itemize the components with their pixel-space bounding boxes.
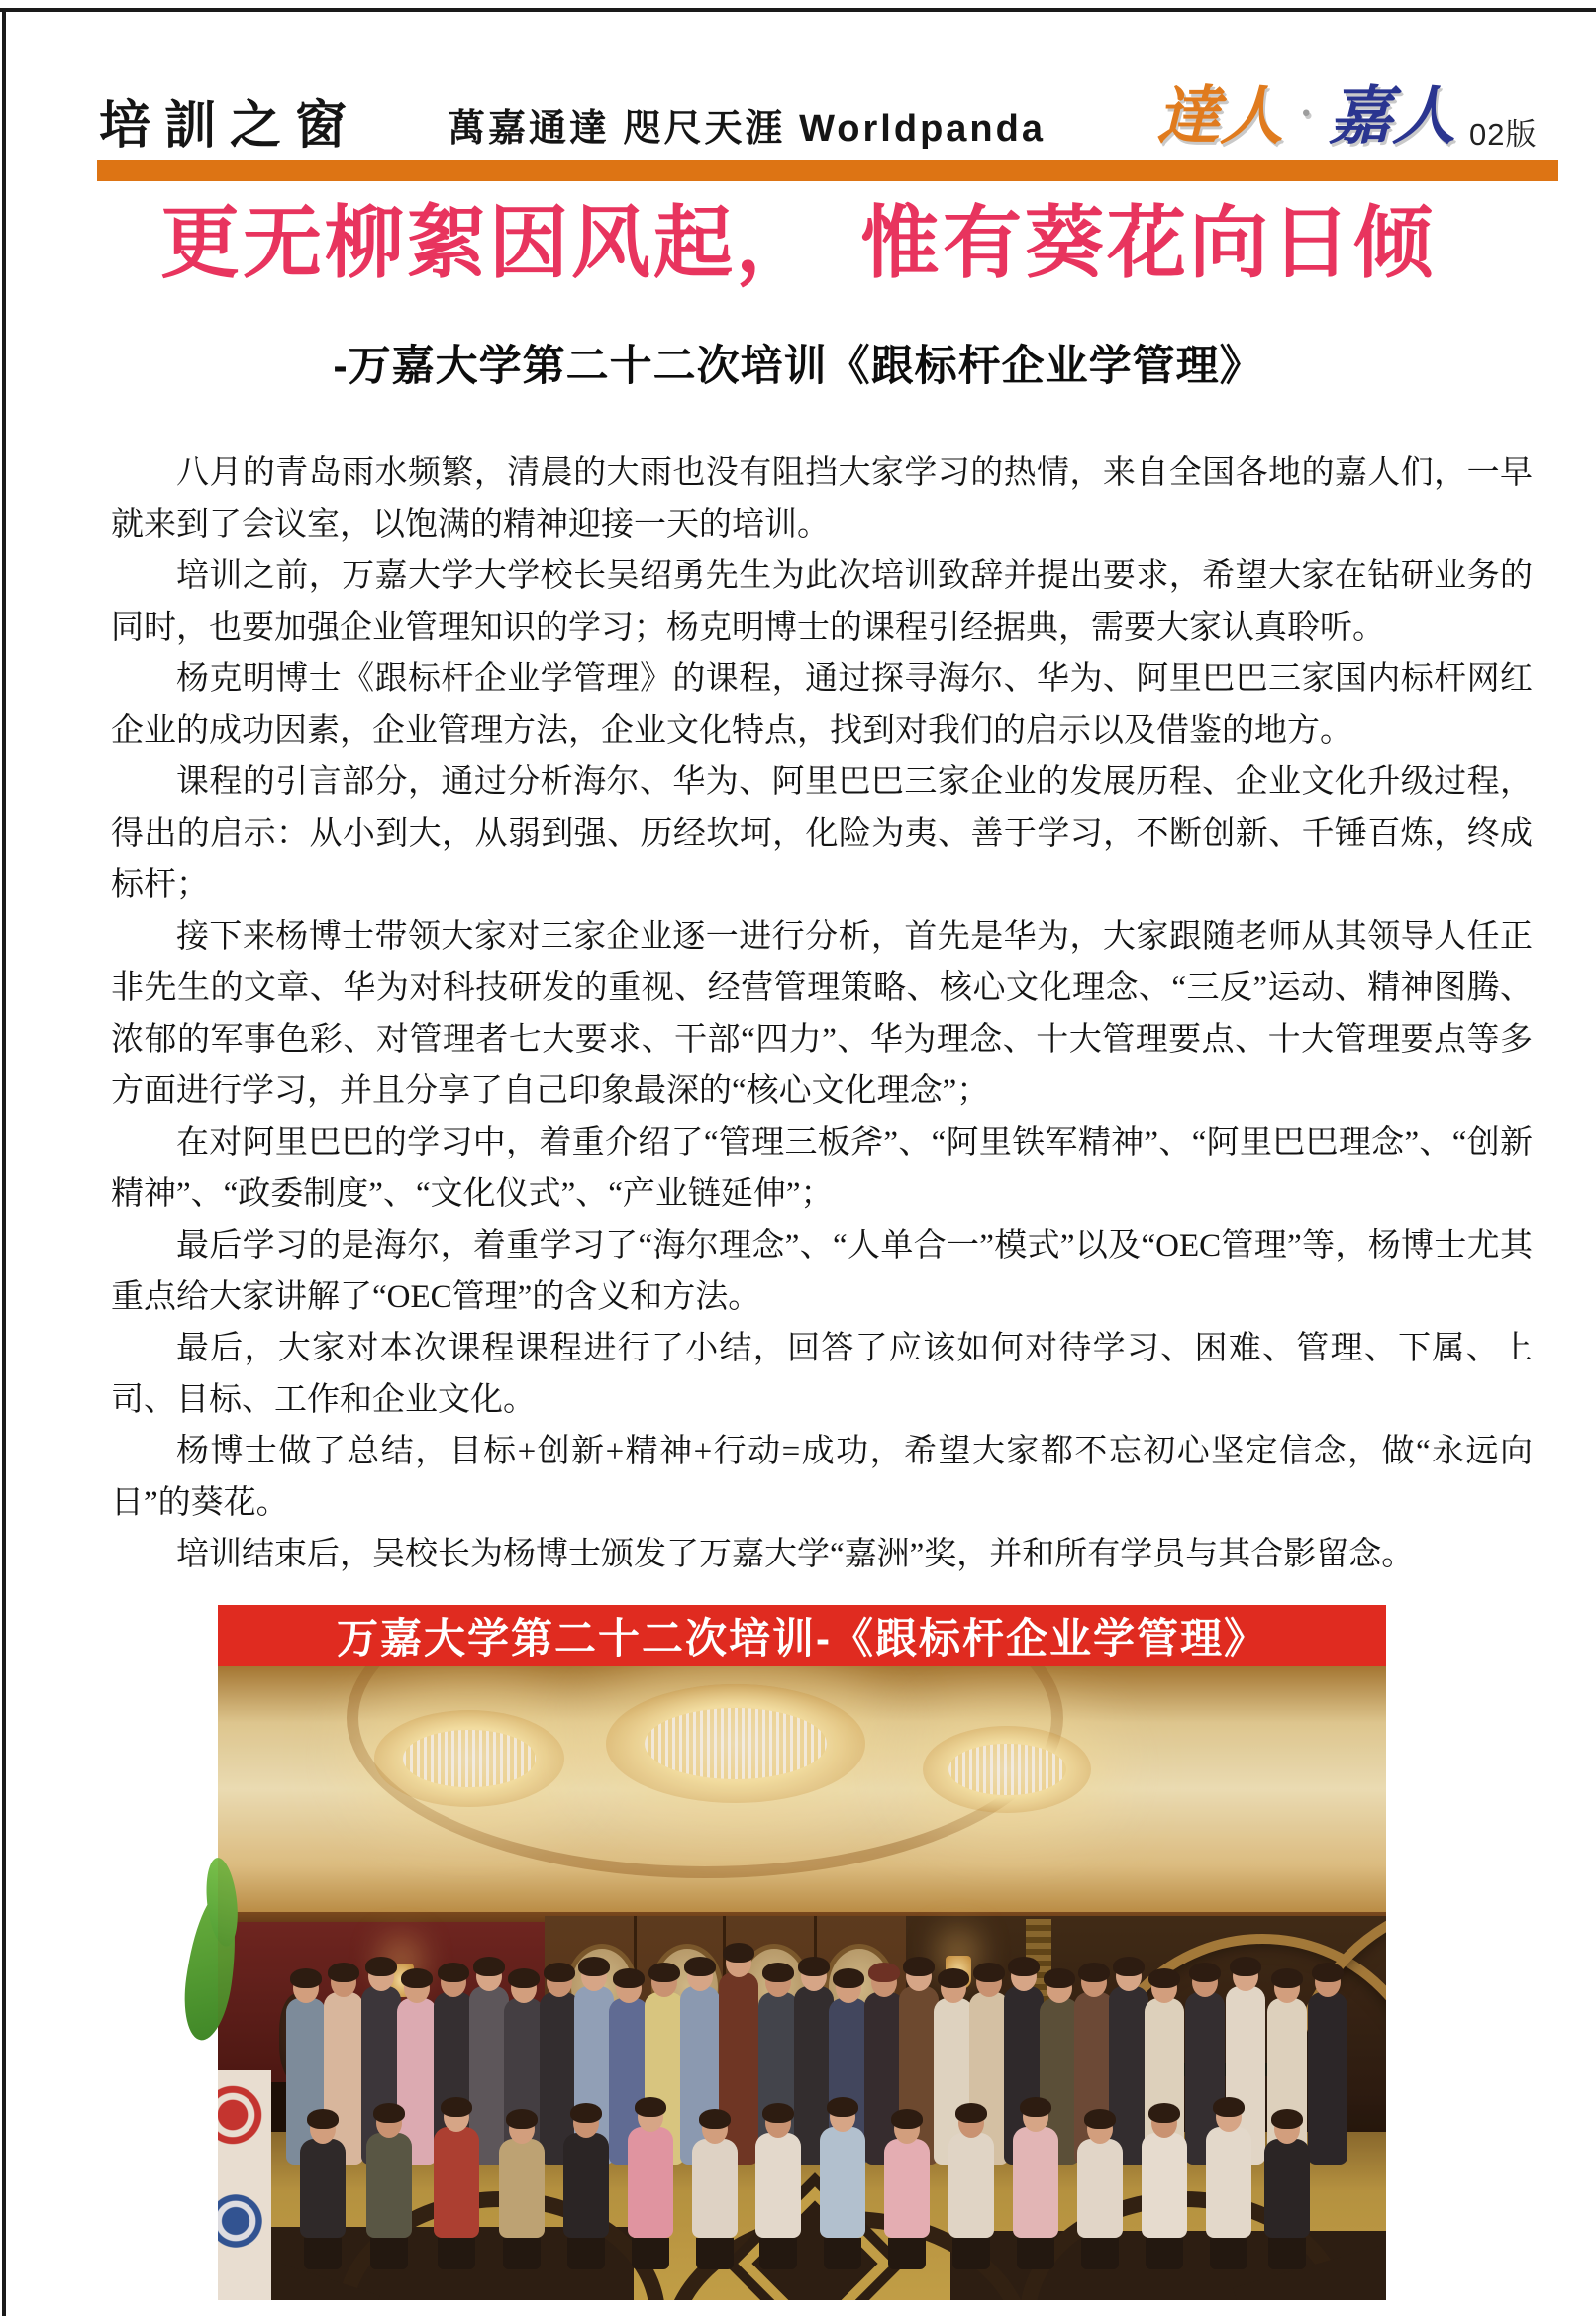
person-silhouette: [297, 2114, 349, 2269]
body-paragraph-2: 培训之前，万嘉大学大学校长吴绍勇先生为此次培训致辞并提出要求，希望大家在钻研业务的同时，也要加强企业管理知识的学习；杨克明博士的课程引经据典，需要大家认真聆听。: [111, 558, 1533, 646]
person-silhouette: [363, 2108, 415, 2269]
person-silhouette: [946, 2108, 997, 2269]
person-silhouette: [496, 2114, 548, 2269]
article-body: [111, 448, 1533, 1580]
article-subtitle: -万嘉大学第二十二次培训《跟标杆企业学管理》: [333, 343, 1263, 390]
chandelier-right: [923, 1726, 1091, 1813]
body-paragraph-9: 杨博士做了总结，目标+创新+精神+行动=成功，希望大家都不忘初心坚定信念，做“永远向日”的葵花。: [111, 1434, 1533, 1521]
person-silhouette: [689, 2114, 741, 2269]
page-number-badge: 02版: [1469, 117, 1538, 151]
article-title: 更无柳絮因风起， 惟有葵花向日倾: [160, 199, 1436, 287]
person-silhouette: [817, 2102, 868, 2269]
chandelier-center: [606, 1684, 865, 1803]
person-silhouette: [560, 2108, 612, 2269]
body-paragraph-1: 八月的青岛雨水频繁，清晨的大雨也没有阻挡大家学习的热情，来自全国各地的嘉人们，一早就来到了会议室，以饱满的精神迎接一天的培训。: [111, 455, 1533, 543]
body-paragraph-6: 在对阿里巴巴的学习中，着重介绍了“管理三板斧”、“阿里铁军精神”、“阿里巴巴理念”、“创新精神”、“政委制度”、“文化仪式”、“产业链延伸”；: [111, 1125, 1533, 1212]
chandelier-left: [374, 1710, 564, 1807]
person-silhouette: [1139, 2108, 1190, 2269]
person-silhouette: [1010, 2102, 1061, 2269]
page-border-top: [0, 8, 1596, 12]
group-photo: [218, 1666, 1386, 2300]
orange-divider: [97, 160, 1558, 181]
logo-dot-icon: ·: [1301, 90, 1311, 135]
logo-daren: 達人: [1156, 81, 1283, 151]
body-paragraph-5: 接下来杨博士带领大家对三家企业逐一进行分析，首先是华为，大家跟随老师从其领导人任正非先生的文章、华为对科技研发的重视、经营管理策略、核心文化理念、“三反”运动、精神图腾、浓郁的军事色彩、对管理者七大要求、干部“四力”、华为理念、十大管理要点、十大管理要点等多方面进行学习，并且分享了自己印象最深的“核心文化理念”；: [111, 919, 1533, 1109]
brand-logo: [1156, 65, 1455, 156]
body-paragraph-3: 杨克明博士《跟标杆企业学管理》的课程，通过探寻海尔、华为、阿里巴巴三家国内标杆网红企业的成功因素，企业管理方法，企业文化特点，找到对我们的启示以及借鉴的地方。: [111, 661, 1533, 749]
photo-figure: [218, 1605, 1386, 2300]
poster-corner: [218, 2070, 271, 2300]
body-paragraph-8: 最后，大家对本次课程课程进行了小结，回答了应该如何对待学习、困难、管理、下属、上司、目标、工作和企业文化。: [111, 1331, 1533, 1418]
person-silhouette: [1261, 2114, 1313, 2269]
person-silhouette: [625, 2102, 676, 2269]
masthead-slogan: 萬嘉通達 咫尺天涯 Worldpanda: [448, 108, 1046, 150]
section-title: 培訓之窗: [99, 98, 361, 154]
photo-banner: 万嘉大学第二十二次培训-《跟标杆企业学管理》: [218, 1605, 1386, 1666]
body-paragraph-7: 最后学习的是海尔，着重学习了“海尔理念”、“人单合一”模式”以及“OEC管理”等，杨博士尤其重点给大家讲解了“OEC管理”的含义和方法。: [111, 1228, 1533, 1315]
person-silhouette: [881, 2114, 933, 2269]
person-silhouette: [1074, 2114, 1126, 2269]
logo-jiaren: 嘉人: [1329, 81, 1455, 151]
person-silhouette: [431, 2102, 482, 2269]
body-paragraph-10: 培训结束后，吴校长为杨博士颁发了万嘉大学“嘉洲”奖，并和所有学员与其合影留念。: [176, 1537, 1415, 1572]
body-paragraph-4: 课程的引言部分，通过分析海尔、华为、阿里巴巴三家企业的发展历程、企业文化升级过程，得出的启示：从小到大，从弱到强、历经坎坷，化险为夷、善于学习，不断创新、千锤百炼，终成标杆；: [111, 764, 1533, 903]
person-silhouette: [1203, 2102, 1254, 2269]
person-silhouette: [752, 2108, 804, 2269]
